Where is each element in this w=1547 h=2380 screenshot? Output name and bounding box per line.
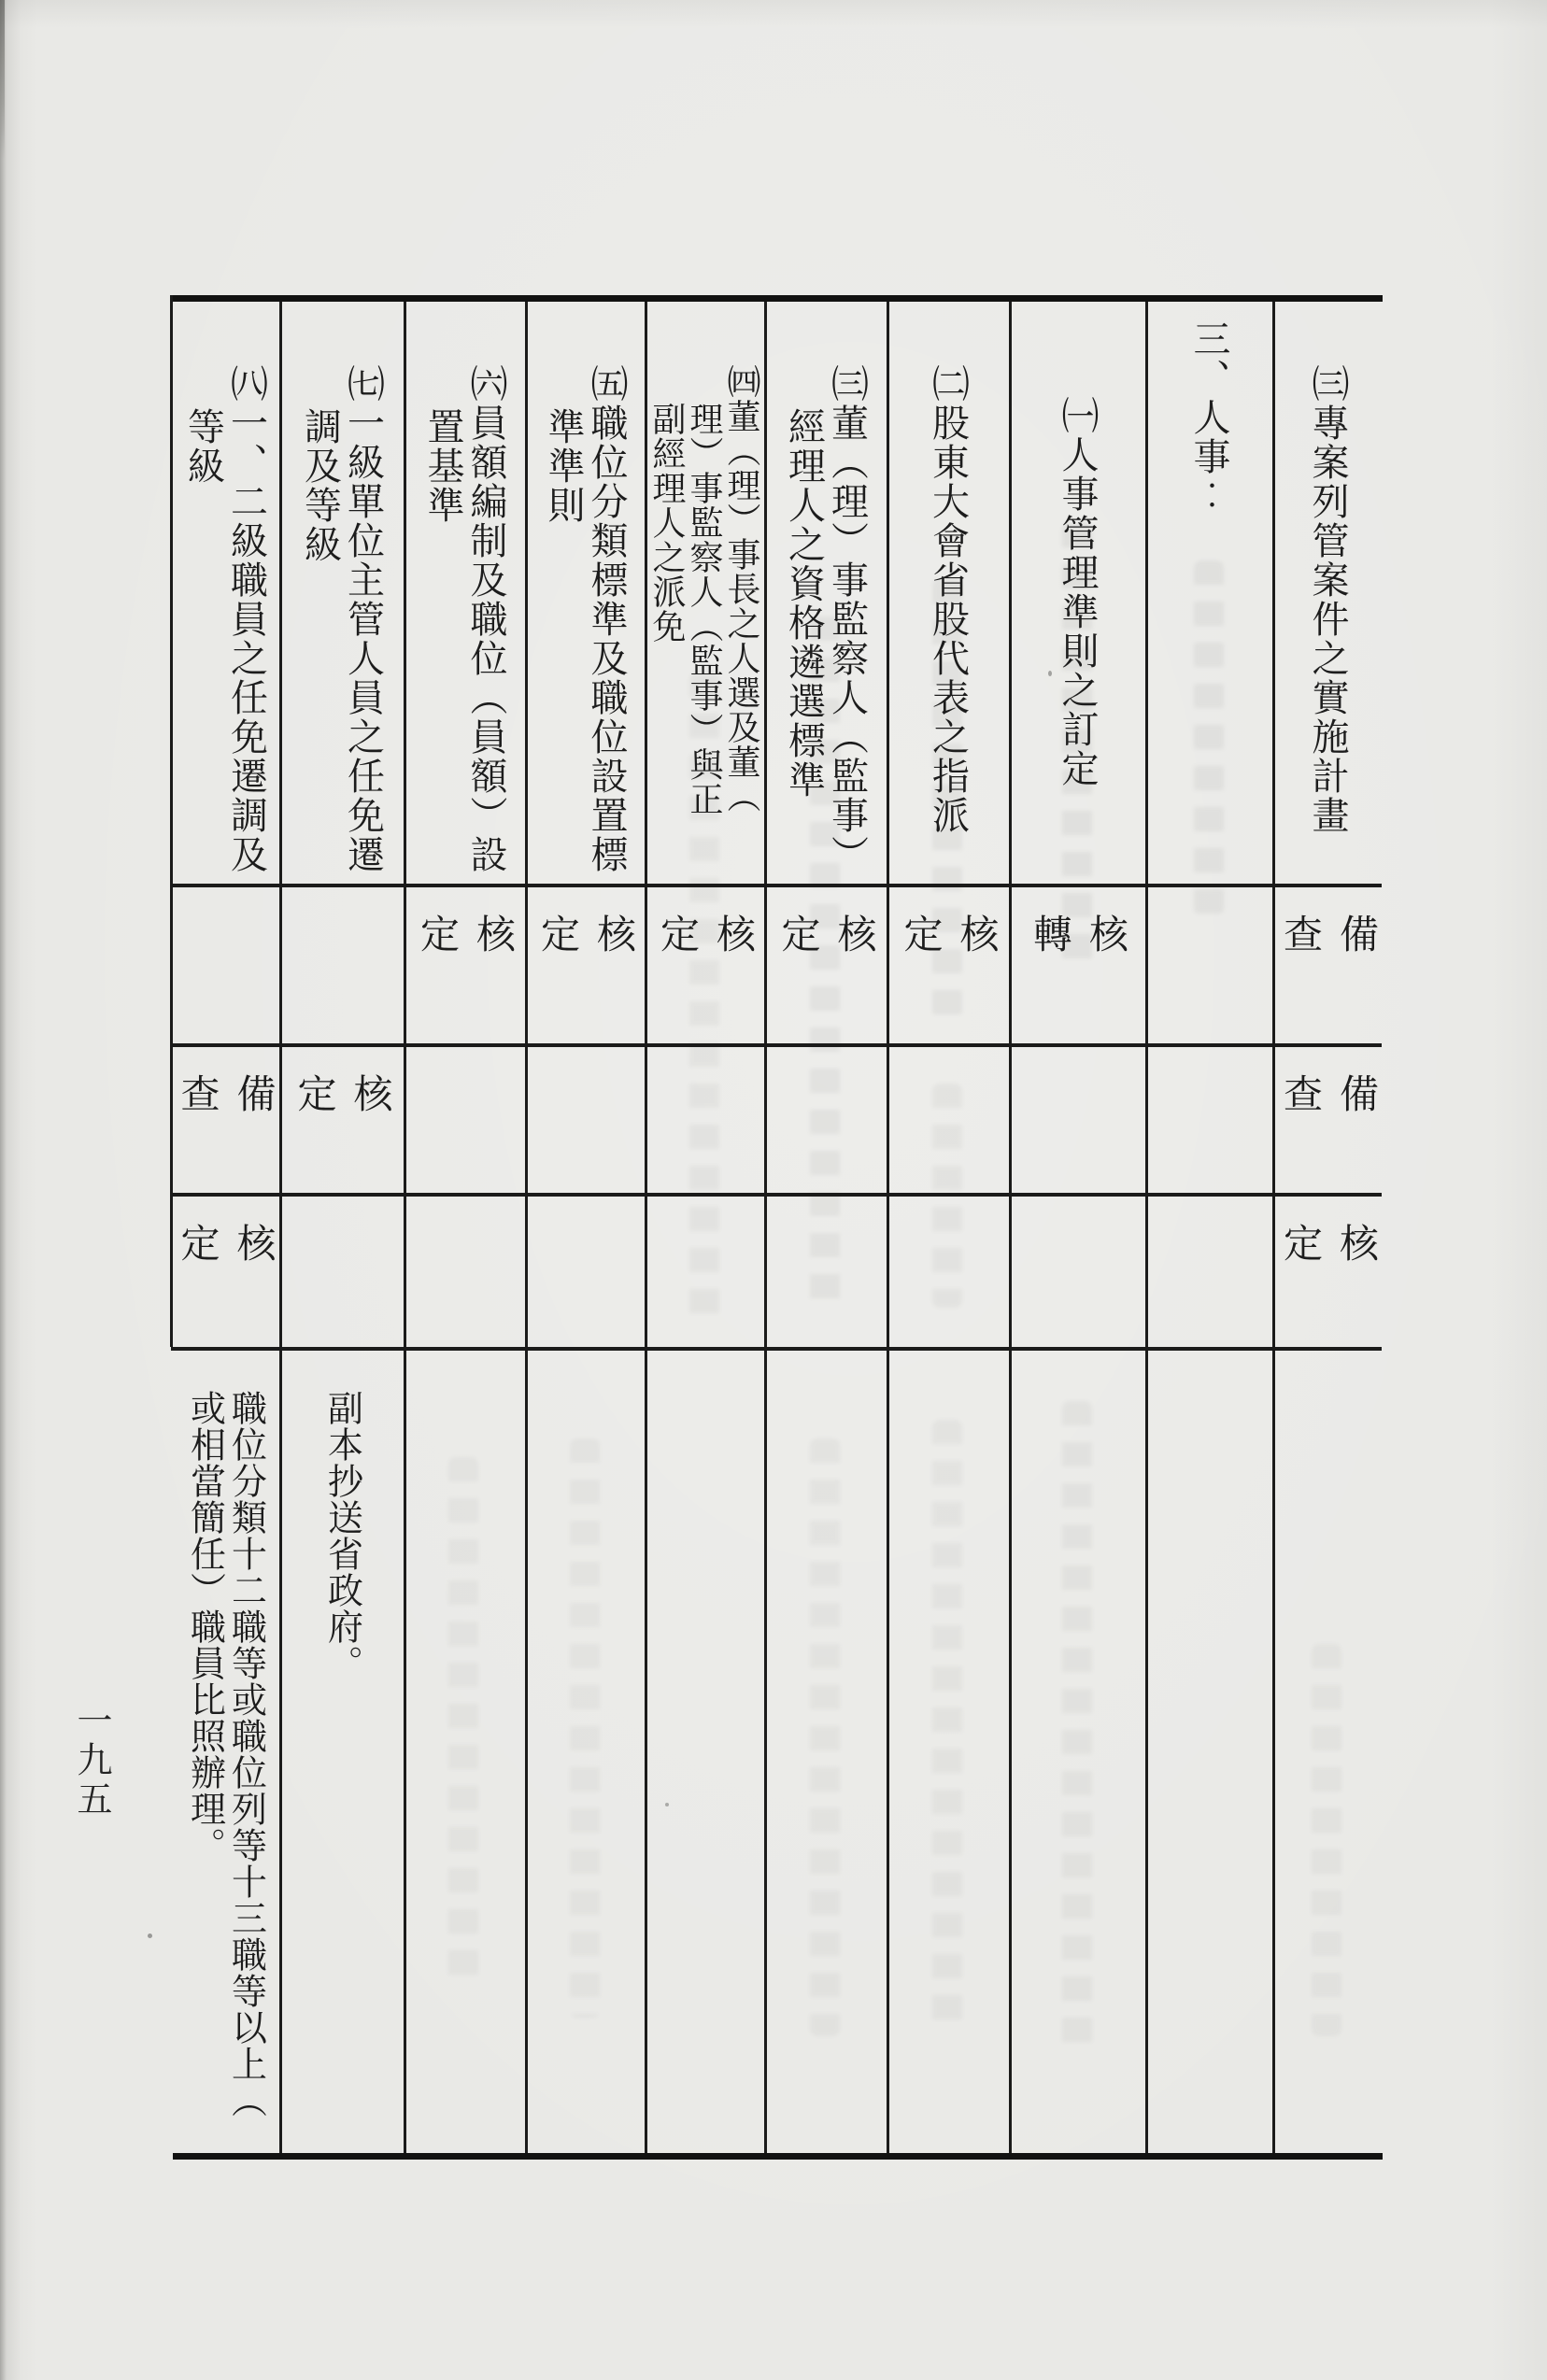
header-cell-special-case-plan bbox=[1272, 295, 1383, 884]
page-number: 一九五 bbox=[71, 1702, 110, 1820]
item-text: ㈢專案列管案件之實施計畫 bbox=[1307, 364, 1349, 835]
item-text: ㈥員額編制及職位︵員額︶設 bbox=[465, 364, 507, 874]
table-border-left bbox=[170, 295, 173, 1347]
remark-cell bbox=[645, 1347, 764, 2160]
table-rule-vertical bbox=[404, 298, 406, 2157]
remark-cell bbox=[404, 1347, 525, 2160]
remark-text: 副本抄送省政府。 bbox=[321, 1390, 362, 1681]
disposition-cell bbox=[525, 1193, 645, 1347]
table-rule-vertical bbox=[1145, 298, 1148, 2157]
remark-cell bbox=[1145, 1347, 1272, 2160]
remark-cell-item-8 bbox=[170, 1347, 279, 2160]
header-cell-item-2 bbox=[887, 295, 1009, 884]
header-cell-section-personnel bbox=[1145, 295, 1272, 884]
item-text: 等級 bbox=[182, 407, 225, 486]
remark-cell bbox=[525, 1347, 645, 2160]
item-text: ㈡股東大會省股代表之指派 bbox=[927, 364, 970, 835]
disposition-cell: 備查 bbox=[1278, 1073, 1377, 1143]
table-rule-vertical bbox=[1009, 298, 1012, 2157]
disposition-cell bbox=[1009, 1043, 1145, 1193]
header-cell-item-6 bbox=[404, 295, 525, 884]
table-rule-horizontal bbox=[171, 1193, 1382, 1197]
disposition-cell bbox=[1145, 1193, 1272, 1347]
item-text: ㈠人事管理準則之訂定 bbox=[1057, 396, 1099, 788]
item-text: 置基準 bbox=[422, 407, 464, 525]
remark-cell bbox=[1272, 1347, 1383, 2160]
disposition-cell bbox=[887, 1043, 1009, 1193]
item-text: 經理人之資格遴選標準 bbox=[783, 407, 826, 800]
table-rule-vertical bbox=[764, 298, 767, 2157]
table-rule-vertical bbox=[1272, 298, 1275, 2157]
disposition-cell bbox=[404, 1193, 525, 1347]
item-text: 理︶事監察人︵監事︶與正 bbox=[686, 402, 723, 816]
disposition-cell: 核定 bbox=[775, 914, 875, 984]
table-border-top bbox=[170, 295, 1383, 302]
header-cell-item-4 bbox=[645, 295, 764, 884]
item-text: ㈢董︵理︶事監察人︵監事︶ bbox=[826, 364, 869, 874]
disposition-cell: 核定 bbox=[415, 914, 514, 984]
disposition-cell: 核定 bbox=[535, 914, 634, 984]
remark-text: 或相當簡任︶職員比照辦理。 bbox=[184, 1390, 224, 1863]
table-rule-horizontal bbox=[171, 884, 1382, 887]
table-rule-vertical bbox=[887, 298, 889, 2157]
item-text: 準準則 bbox=[543, 407, 585, 525]
disposition-cell bbox=[764, 1043, 887, 1193]
table-rule-horizontal bbox=[171, 1347, 1382, 1351]
disposition-cell bbox=[170, 884, 279, 1043]
disposition-cell bbox=[645, 1193, 764, 1347]
disposition-cell: 核定 bbox=[291, 1073, 391, 1143]
section-heading-text: 三、人事︰ bbox=[1188, 319, 1230, 516]
item-text: ㈤職位分類標準及職位設置標 bbox=[586, 364, 628, 874]
disposition-cell bbox=[887, 1193, 1009, 1347]
disposition-cell bbox=[279, 1193, 404, 1347]
table-rule-vertical bbox=[279, 298, 282, 2157]
remark-cell bbox=[887, 1347, 1009, 2160]
remark-cell bbox=[1009, 1347, 1145, 2160]
disposition-cell bbox=[525, 1043, 645, 1193]
remark-text: 職位分類十二職等或職位列等十三職等以上︵ bbox=[225, 1390, 265, 2118]
item-text: ㈦一級單位主管人員之任免遷 bbox=[342, 364, 385, 874]
table-rule-horizontal bbox=[171, 1043, 1382, 1047]
disposition-cell: 核定 bbox=[1278, 1223, 1377, 1293]
disposition-cell: 備查 bbox=[1278, 914, 1377, 984]
disposition-cell bbox=[645, 1043, 764, 1193]
disposition-cell: 核定 bbox=[898, 914, 998, 984]
disposition-cell bbox=[1145, 1043, 1272, 1193]
item-text: ㈧一、二級職員之任免遷調及 bbox=[225, 364, 268, 874]
disposition-cell: 核定 bbox=[175, 1223, 275, 1293]
header-cell-item-5 bbox=[525, 295, 645, 884]
disposition-cell bbox=[279, 884, 404, 1043]
scan-edge-artifact bbox=[0, 0, 5, 159]
disposition-cell: 核轉 bbox=[1028, 914, 1127, 984]
header-cell-item-1 bbox=[1009, 295, 1145, 884]
disposition-cell bbox=[404, 1043, 525, 1193]
header-cell-item-7 bbox=[279, 295, 404, 884]
disposition-cell: 備查 bbox=[175, 1073, 275, 1143]
disposition-cell: 核定 bbox=[655, 914, 754, 984]
item-text: 副經理人之派免 bbox=[648, 402, 686, 644]
remark-cell-item-7 bbox=[279, 1347, 404, 2160]
header-cell-item-8 bbox=[170, 295, 279, 884]
item-text: ㈣董︵理︶事長之人選及董︵ bbox=[723, 364, 760, 814]
table-rule-vertical bbox=[525, 298, 528, 2157]
table-border-bottom bbox=[173, 2153, 1383, 2160]
scan-speck bbox=[148, 1934, 152, 1938]
approval-authority-table bbox=[170, 295, 1383, 2160]
table-rule-vertical bbox=[645, 298, 647, 2157]
item-text: 調及等級 bbox=[299, 407, 342, 564]
remark-cell bbox=[764, 1347, 887, 2160]
disposition-cell bbox=[1009, 1193, 1145, 1347]
disposition-cell bbox=[1145, 884, 1272, 1043]
header-cell-item-3 bbox=[764, 295, 887, 884]
disposition-cell bbox=[764, 1193, 887, 1347]
